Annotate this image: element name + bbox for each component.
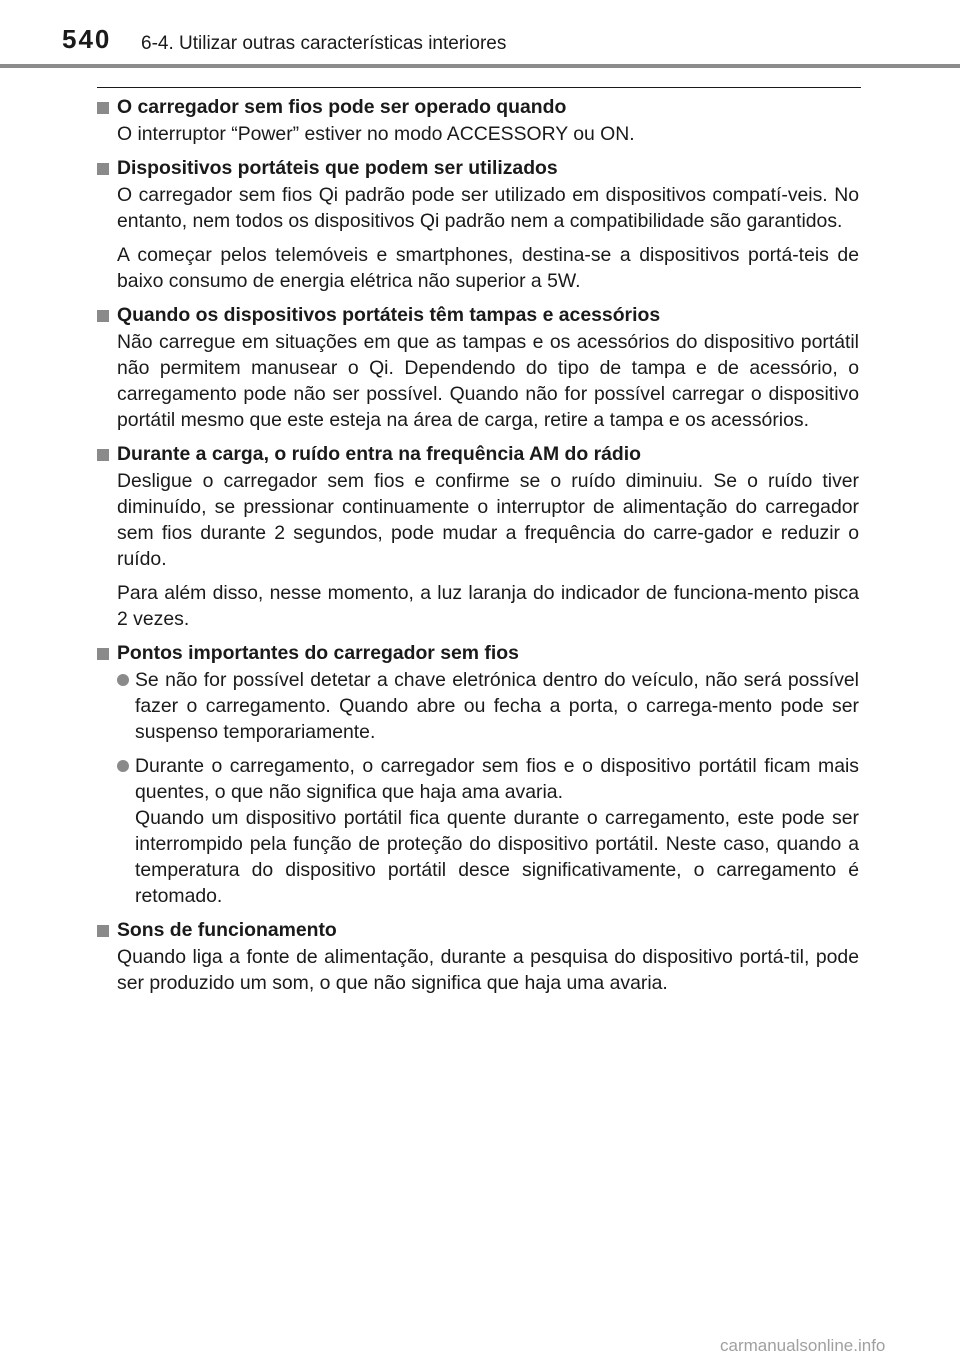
list-item-continuation: Quando um dispositivo portátil fica quente durante o carregamento, este pode ser interrompido pela função de proteção do dispositivo portátil. Neste caso, quando a temperatura do dispositivo portátil desce significativamente, o carregamento é retomado. xyxy=(135,807,859,907)
topic-heading xyxy=(97,94,859,120)
topic-paragraph: Quando liga a fonte de alimentação, durante a pesquisa do dispositivo portá-til, pode ser produzido um som, o que não significa que haja uma avaria. xyxy=(117,946,859,994)
topic-heading-text: Durante a carga, o ruído entra na frequência AM do rádio xyxy=(117,443,642,465)
topic-paragraph: A começar pelos telemóveis e smartphones, destina-se a dispositivos portá-teis de baixo consumo de energia elétrica não superior a 5W. xyxy=(117,244,859,292)
square-bullet-icon xyxy=(97,449,109,461)
square-bullet-icon xyxy=(97,310,109,322)
list-item xyxy=(117,753,859,909)
topic-important-points xyxy=(97,640,859,909)
topic-am-radio-noise xyxy=(97,441,859,632)
topic-heading xyxy=(97,302,859,328)
content-divider xyxy=(97,87,861,88)
square-bullet-icon xyxy=(97,925,109,937)
manual-content xyxy=(97,94,859,1004)
topic-operation-sounds xyxy=(97,917,859,996)
topic-heading xyxy=(97,155,859,181)
list-item-text: Durante o carregamento, o carregador sem fios e o dispositivo portátil ficam mais quentes, o que não significa que haja ama avaria. xyxy=(135,755,859,803)
topic-paragraph: O interruptor “Power” estiver no modo ACCESSORY ou ON. xyxy=(117,123,635,145)
circle-bullet-icon xyxy=(117,674,129,686)
topic-heading-text: O carregador sem fios pode ser operado quando xyxy=(117,96,567,118)
topic-covers-accessories xyxy=(97,302,859,433)
header-divider xyxy=(0,64,960,68)
list-item-text: Se não for possível detetar a chave eletrónica dentro do veículo, não será possível fazer o carregamento. Quando abre ou fecha a porta, o carrega-mento pode ser suspenso temporariamente. xyxy=(135,669,859,743)
topic-supported-devices xyxy=(97,155,859,294)
list-item xyxy=(117,667,859,745)
topic-heading-text: Quando os dispositivos portáteis têm tampas e acessórios xyxy=(117,304,661,326)
square-bullet-icon xyxy=(97,163,109,175)
page-number: 540 xyxy=(62,24,112,54)
topic-paragraph: Não carregue em situações em que as tampas e os acessórios do dispositivo portátil não permitem manusear o Qi. Dependendo do tipo de tampa e de acessório, o carregamento pode não ser possível. Quando não for possível carregar o dispositivo portátil mesmo que este esteja na área de carga, retire a tampa e os acessórios. xyxy=(117,331,859,431)
topic-heading-text: Pontos importantes do carregador sem fios xyxy=(117,642,519,664)
circle-bullet-icon xyxy=(117,760,129,772)
watermark: carmanualsonline.info xyxy=(720,1336,886,1355)
topic-heading xyxy=(97,640,859,666)
topic-heading-text: Sons de funcionamento xyxy=(117,919,337,941)
topic-heading-text: Dispositivos portáteis que podem ser utilizados xyxy=(117,157,558,179)
topic-paragraph: Desligue o carregador sem fios e confirme se o ruído diminuiu. Se o ruído tiver diminuído, se pressionar continuamente o interruptor de alimentação do carregador sem fios durante 2 segundos, pode mudar a frequência do carre-gador e reduzir o ruído. xyxy=(117,470,859,570)
topic-paragraph: O carregador sem fios Qi padrão pode ser utilizado em dispositivos compatí-veis. No entanto, nem todos os dispositivos Qi padrão nem a compatibilidade são garantidos. xyxy=(117,184,859,232)
topic-paragraph: Para além disso, nesse momento, a luz laranja do indicador de funciona-mento pisca 2 vezes. xyxy=(117,582,859,630)
topic-operation-conditions xyxy=(97,94,859,147)
page-header xyxy=(0,0,960,70)
topic-heading xyxy=(97,917,859,943)
square-bullet-icon xyxy=(97,102,109,114)
square-bullet-icon xyxy=(97,648,109,660)
topic-heading xyxy=(97,441,859,467)
section-title: 6-4. Utilizar outras características interiores xyxy=(141,33,507,54)
